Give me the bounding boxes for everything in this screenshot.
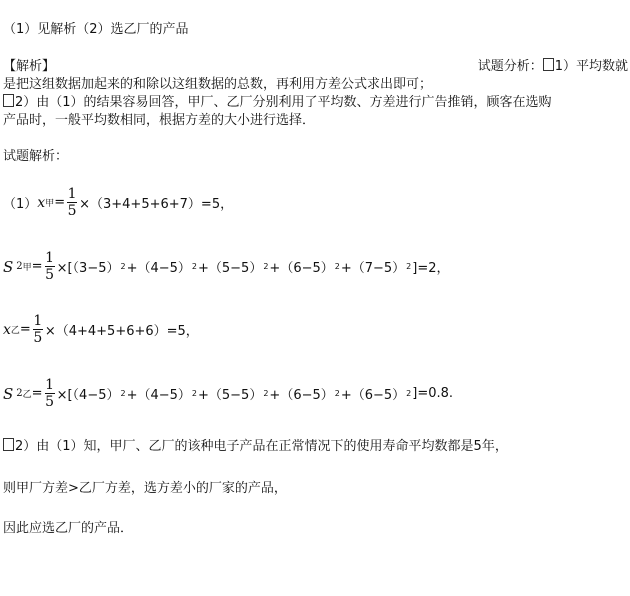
- variance-symbol: S: [3, 384, 14, 403]
- analysis-p2-line2: 产品时，一般平均数相同，根据方差的大小进行选择．: [3, 113, 316, 128]
- square-exponent: 2: [263, 389, 269, 398]
- analysis-heading: 【解析】: [3, 59, 56, 74]
- fraction-numerator: 1: [45, 377, 55, 393]
- equals-sign: =: [31, 259, 43, 274]
- fraction-denominator: 5: [45, 267, 55, 283]
- eq-term: +（7−5）: [340, 261, 406, 276]
- square-exponent: 2: [406, 262, 412, 271]
- analysis-p2-line1: [3, 94, 552, 112]
- eq-term: +（6−5）: [269, 261, 334, 276]
- variance-subscript: 甲: [22, 263, 32, 273]
- mean-subscript: 乙: [10, 326, 20, 336]
- fraction-numerator: 1: [45, 250, 55, 266]
- analysis-p1-end: 1）平均数就: [554, 59, 628, 74]
- equals-sign: =: [54, 195, 66, 210]
- variance-exponent: 2: [16, 261, 23, 272]
- analysis-label: 试题分析：: [477, 59, 543, 74]
- variance-exponent: 2: [16, 388, 23, 399]
- mean-variable: x: [3, 321, 11, 338]
- equation-variance-a: [3, 250, 450, 283]
- mean-variable: x: [37, 194, 46, 211]
- analysis-p1-line2: 是把这组数据加起来的和除以这组数据的总数，再利用方差公式求出即可；: [3, 77, 433, 92]
- fraction-one-fifth: [67, 186, 77, 219]
- square-exponent: 2: [191, 389, 197, 398]
- eq-body: ×（3+4+5+6+7）=5，: [79, 197, 234, 212]
- eq-term: +（5−5）: [198, 261, 263, 276]
- eq-body: ×（4+4+5+6+6）=5，: [44, 324, 199, 339]
- equals-sign: =: [31, 386, 43, 401]
- conclusion-line-2: 则甲厂方差>乙厂方差，选方差小的厂家的产品，: [3, 481, 287, 496]
- square-exponent: 2: [334, 262, 340, 271]
- fraction-denominator: 5: [45, 394, 55, 410]
- eq-term: ×[（4−5）: [56, 388, 120, 403]
- variance-symbol: S: [3, 257, 14, 276]
- fraction-denominator: 5: [33, 330, 43, 346]
- answer-line: （1）见解析（2）选乙厂的产品: [3, 22, 189, 37]
- square-exponent: 2: [334, 389, 340, 398]
- square-exponent: 2: [120, 262, 126, 271]
- solution-heading: 试题解析：: [3, 149, 69, 164]
- eq-term: +（6−5）: [340, 388, 406, 403]
- eq-term: +（5−5）: [198, 388, 263, 403]
- eq-term: ×[（3−5）: [56, 261, 120, 276]
- fraction-denominator: 5: [67, 203, 77, 219]
- analysis-p2-text: 2）由（1）的结果容易回答，甲厂、乙厂分别利用了平均数、方差进行广告推销，顾客在选购: [15, 95, 552, 110]
- conclusion-line-3: 因此应选乙厂的产品．: [3, 521, 134, 536]
- analysis-intro: [478, 58, 628, 76]
- square-exponent: 2: [120, 389, 126, 398]
- missing-glyph-box: [3, 438, 14, 451]
- square-exponent: 2: [406, 389, 412, 398]
- missing-glyph-box: [543, 58, 554, 71]
- conclusion-text: 2）由（1）知，甲厂、乙厂的该种电子产品在正常情况下的使用寿命平均数都是5年，: [15, 439, 508, 454]
- eq-term: +（6−5）: [269, 388, 334, 403]
- equals-sign: =: [19, 322, 31, 337]
- eq-term: +（4−5）: [126, 388, 191, 403]
- conclusion-line-1: [3, 438, 508, 456]
- fraction-numerator: 1: [67, 186, 77, 202]
- mean-subscript: 甲: [45, 199, 55, 209]
- missing-glyph-box: [3, 94, 14, 107]
- eq-term: ]=0.8.: [412, 386, 454, 401]
- equation-mean-b: [3, 313, 199, 346]
- equation-mean-a: [3, 186, 233, 219]
- square-exponent: 2: [191, 262, 197, 271]
- eq-term: +（4−5）: [126, 261, 191, 276]
- eq-prefix: （1）: [3, 197, 38, 212]
- eq-term: ]=2，: [412, 261, 450, 276]
- fraction-numerator: 1: [33, 313, 43, 329]
- fraction-one-fifth: [45, 377, 55, 410]
- square-exponent: 2: [263, 262, 269, 271]
- fraction-one-fifth: [45, 250, 55, 283]
- equation-variance-b: [3, 377, 453, 410]
- variance-subscript: 乙: [22, 390, 32, 400]
- fraction-one-fifth: [33, 313, 43, 346]
